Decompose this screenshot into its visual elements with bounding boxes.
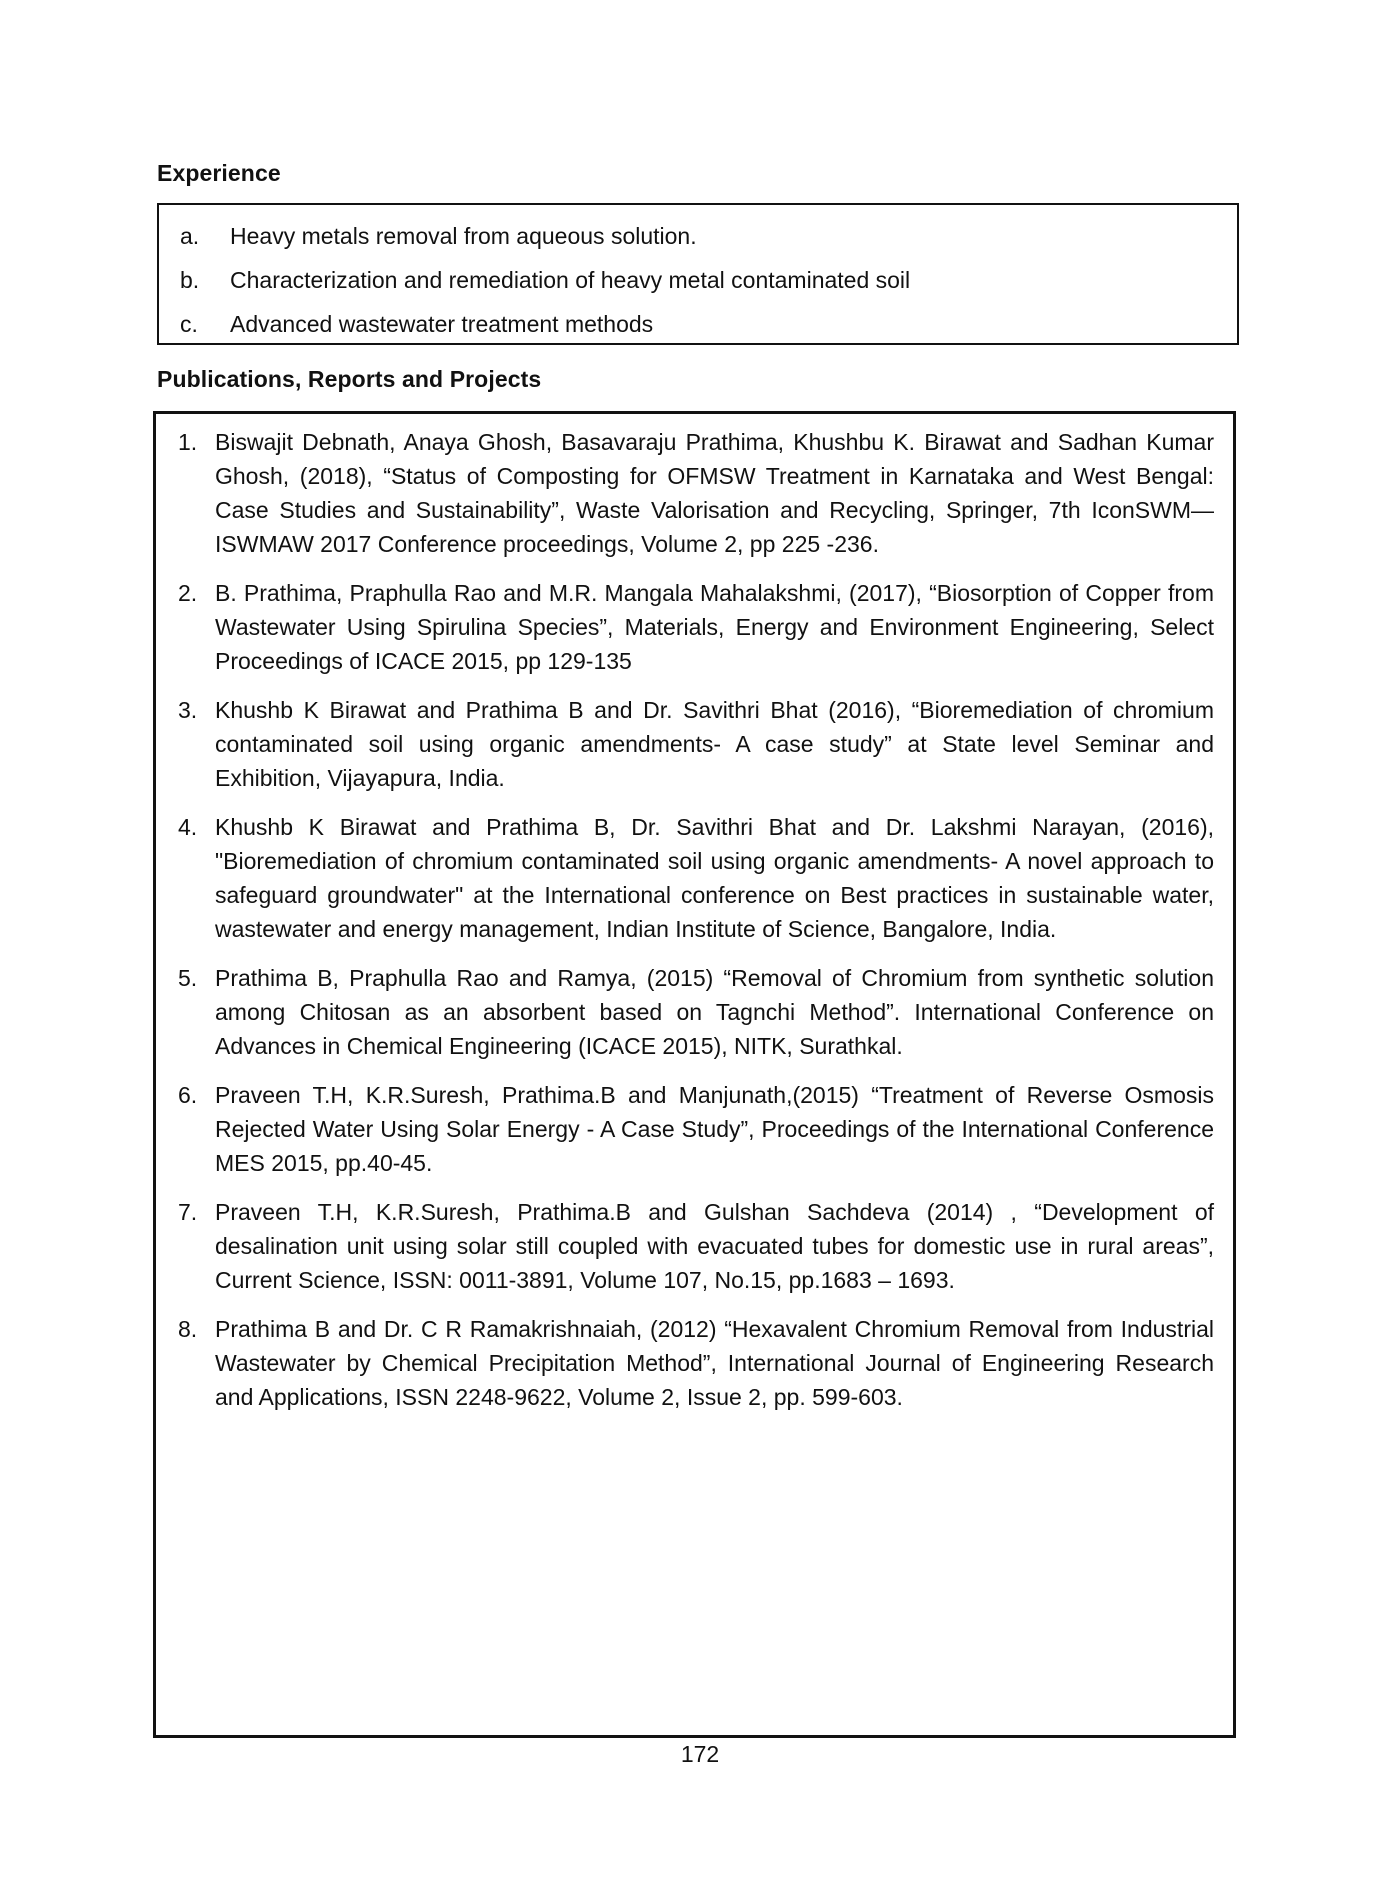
- publication-number: 3.: [178, 697, 198, 723]
- experience-item-marker: c.: [180, 311, 198, 337]
- experience-item-text: Advanced wastewater treatment methods: [230, 311, 654, 337]
- publication-citation: Prathima B, Praphulla Rao and Ramya, (2015) “Removal of Chromium from synthetic solution among Chitosan as an absorbent based on Tagnchi Method”. International Conference on Advances in Chemical Engineering (ICACE 2015), NITK, Surathkal.: [215, 965, 1214, 1059]
- publication-citation: B. Prathima, Praphulla Rao and M.R. Mangala Mahalakshmi, (2017), “Biosorption of Copper from Wastewater Using Spirulina Species”, Materials, Energy and Environment Engineering, Select Proceedings of ICACE 2015, pp 129-135: [215, 580, 1214, 674]
- experience-item-marker: b.: [180, 267, 200, 293]
- publication-citation: Khushb K Birawat and Prathima B and Dr. Savithri Bhat (2016), “Bioremediation of chromium contaminated soil using organic amendments- A case study” at State level Seminar and Exhibition, Vijayapura, India.: [215, 697, 1214, 791]
- publication-item: [156, 576, 1233, 678]
- page-number: 172: [680, 1741, 720, 1767]
- experience-item-marker: a.: [180, 223, 200, 249]
- experience-item: [159, 258, 1237, 302]
- publication-item: [156, 1195, 1233, 1297]
- experience-heading: Experience: [157, 160, 281, 186]
- publication-citation: Praveen T.H, K.R.Suresh, Prathima.B and Gulshan Sachdeva (2014) , “Development of desalination unit using solar still coupled with evacuated tubes for domestic use in rural areas”, Current Science, ISSN: 0011-3891, Volume 107, No.15, pp.1683 – 1693.: [215, 1199, 1214, 1293]
- publication-item: [156, 810, 1233, 946]
- experience-item-text: Characterization and remediation of heavy metal contaminated soil: [230, 267, 911, 293]
- publication-citation: Prathima B and Dr. C R Ramakrishnaiah, (2012) “Hexavalent Chromium Removal from Industrial Wastewater by Chemical Precipitation Method”, International Journal of Engineering Research and Applications, ISSN 2248-9622, Volume 2, Issue 2, pp. 599-603.: [215, 1316, 1214, 1410]
- experience-item-text: Heavy metals removal from aqueous solution.: [230, 223, 697, 249]
- experience-item: [159, 214, 1237, 258]
- publications-box: [153, 411, 1236, 1738]
- publication-item: [156, 1078, 1233, 1180]
- publication-number: 2.: [178, 580, 198, 606]
- publication-number: 4.: [178, 814, 198, 840]
- publication-item: [156, 1312, 1233, 1414]
- publication-number: 8.: [178, 1316, 198, 1342]
- publication-number: 7.: [178, 1199, 198, 1225]
- publication-citation: Biswajit Debnath, Anaya Ghosh, Basavaraju Prathima, Khushbu K. Birawat and Sadhan Kumar Ghosh, (2018), “Status of Composting for OFMSW Treatment in Karnataka and West Bengal: Case Studies and Sustainability”, Waste Valorisation and Recycling, Springer, 7th IconSWM—ISWMAW 2017 Conference proceedings, Volume 2, pp 225 -236.: [215, 429, 1214, 557]
- publication-number: 1.: [178, 429, 198, 455]
- publication-number: 5.: [178, 965, 198, 991]
- publication-number: 6.: [178, 1082, 198, 1108]
- publications-heading: Publications, Reports and Projects: [157, 366, 542, 392]
- publication-item: [156, 693, 1233, 795]
- publications-list: [156, 425, 1233, 1429]
- publication-citation: Khushb K Birawat and Prathima B, Dr. Savithri Bhat and Dr. Lakshmi Narayan, (2016), "Bioremediation of chromium contaminated soil using organic amendments- A novel approach to safeguard groundwater" at the International conference on Best practices in sustainable water, wastewater and energy management, Indian Institute of Science, Bangalore, India.: [215, 814, 1214, 942]
- publication-item: [156, 961, 1233, 1063]
- experience-box: [157, 203, 1239, 345]
- publication-citation: Praveen T.H, K.R.Suresh, Prathima.B and Manjunath,(2015) “Treatment of Reverse Osmosis Rejected Water Using Solar Energy - A Case Study”, Proceedings of the International Conference MES 2015, pp.40-45.: [215, 1082, 1214, 1176]
- publication-item: [156, 425, 1233, 561]
- experience-list: [159, 214, 1237, 346]
- experience-item: [159, 302, 1237, 346]
